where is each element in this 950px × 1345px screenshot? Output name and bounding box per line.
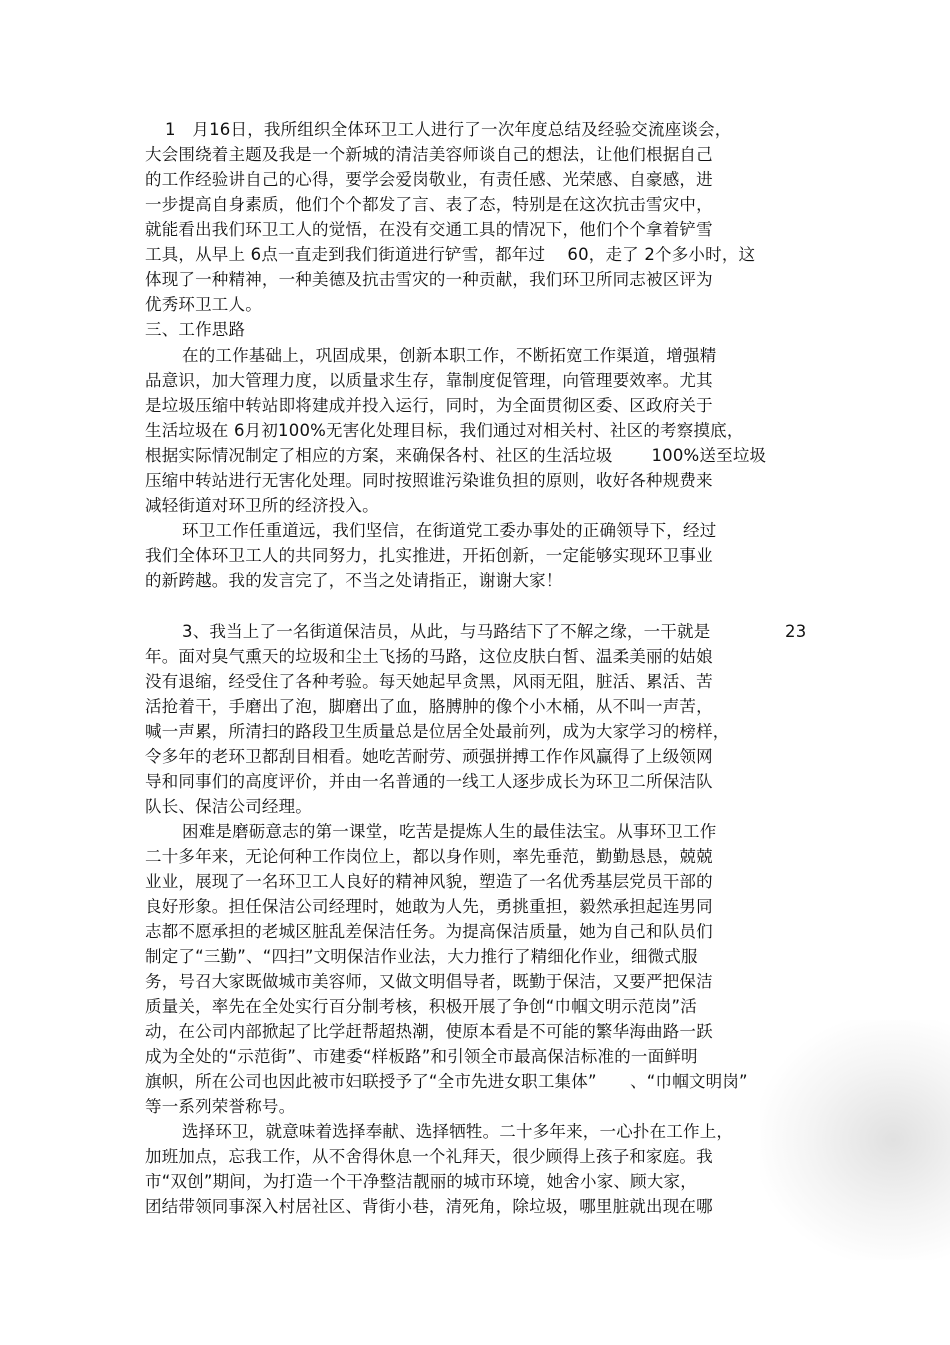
text-line: 队长、保洁公司经理。 — [145, 797, 312, 816]
text-line: 优秀环卫工人。 — [145, 295, 262, 314]
text-line: 团结带领同事深入村居社区、背街小巷，清死角，除垃圾，哪里脏就出现在哪 — [145, 1197, 713, 1216]
text-line: 品意识，加大管理力度，以质量求生存，靠制度促管理，向管理要效率。尤其 — [145, 371, 713, 390]
text-line: 环卫工作任重道远，我们坚信，在街道党工委办事处的正确领导下，经过 — [182, 521, 717, 540]
text-line: 没有退缩，经受住了各种考验。每天她起早贪黑，风雨无阻，脏活、累活、苦 — [145, 672, 713, 691]
text-line: 市“双创”期间，为打造一个干净整洁靓丽的城市环境，她舍小家、顾大家， — [145, 1172, 697, 1191]
text-line: 23 — [785, 622, 807, 641]
text-line: 是垃圾压缩中转站即将建成并投入运行，同时，为全面贯彻区委、区政府关于 — [145, 396, 713, 415]
text-line: 困难是磨砺意志的第一课堂，吃苦是提炼人生的最佳法宝。从事环卫工作 — [182, 822, 717, 841]
text-line: 良好形象。担任保洁公司经理时，她敢为人先，勇挑重担，毅然承担起连男同 — [145, 897, 713, 916]
text-line: 业业，展现了一名环卫工人良好的精神风貌，塑造了一名优秀基层党员干部的 — [145, 872, 713, 891]
text-line: 3、我当上了一名街道保洁员，从此，与马路结下了不解之缘，一干就是 — [182, 622, 711, 641]
text-line: 1 月16日，我所组织全体环卫工人进行了一次年度总结及经验交流座谈会， — [165, 120, 732, 139]
text-line: 成为全处的“示范街”、市建委“样板路”和引领全市最高保洁标准的一面鲜明 — [145, 1047, 698, 1066]
text-line: 质量关，率先在全处实行百分制考核，积极开展了争创“巾帼文明示范岗”活 — [145, 997, 697, 1016]
text-line: 加班加点，忘我工作，从不舍得休息一个礼拜天，很少顾得上孩子和家庭。我 — [145, 1147, 713, 1166]
text-line: 工具，从早上 6点一直走到我们街道进行铲雪，都年过 60，走了 2个多小时，这 — [145, 245, 756, 264]
text-line: 等一系列荣誉称号。 — [145, 1097, 296, 1116]
text-line: 活抢着干，手磨出了泡，脚磨出了血，胳膊肿的像个小木桶，从不叫一声苦， — [145, 697, 713, 716]
section-heading: 三、工作思路 — [145, 320, 246, 339]
text-line: 的工作经验讲自己的心得，要学会爱岗敬业，有责任感、光荣感、自豪感，进 — [145, 170, 713, 189]
text-line: 一步提高自身素质，他们个个都发了言、表了态，特别是在这次抗击雪灾中， — [145, 195, 713, 214]
text-line: 在的工作基础上，巩固成果，创新本职工作，不断拓宽工作渠道，增强精 — [182, 346, 717, 365]
text-line: 的新跨越。我的发言完了，不当之处请指正，谢谢大家！ — [145, 571, 563, 590]
text-line: 根据实际情况制定了相应的方案，来确保各村、社区的生活垃圾 100%送至垃圾 — [145, 446, 767, 465]
text-line: 喊一声累，所清扫的路段卫生质量总是位居全处最前列，成为大家学习的榜样， — [145, 722, 730, 741]
text-line: 年。面对臭气熏天的垃圾和尘土飞扬的马路，这位皮肤白皙、温柔美丽的姑娘 — [145, 647, 713, 666]
text-line: 大会围绕着主题及我是一个新城的清洁美容师谈自己的想法，让他们根据自己 — [145, 145, 713, 164]
text-line: 令多年的老环卫都刮目相看。她吃苦耐劳、顽强拼搏工作作风赢得了上级领网 — [145, 747, 713, 766]
text-line: 制定了“三勤”、“四扫”文明保洁作业法，大力推行了精细化作业，细微式服 — [145, 947, 698, 966]
text-line: 志都不愿承担的老城区脏乱差保洁任务。为提高保洁质量，她为自己和队员们 — [145, 922, 713, 941]
text-line: 动，在公司内部掀起了比学赶帮超热潮，使原本看是不可能的繁华海曲路一跃 — [145, 1022, 713, 1041]
text-line: 减轻街道对环卫所的经济投入。 — [145, 496, 379, 515]
text-line: 就能看出我们环卫工人的觉悟，在没有交通工具的情况下，他们个个拿着铲雪 — [145, 220, 713, 239]
text-line: 旗帜，所在公司也因此被市妇联授予了“全市先进女职工集体” 、“巾帼文明岗” — [145, 1072, 748, 1091]
text-line: 选择环卫，就意味着选择奉献、选择牺牲。二十多年来，一心扑在工作上， — [182, 1122, 734, 1141]
text-line: 务，号召大家既做城市美容师，又做文明倡导者，既勤于保洁，又要严把保洁 — [145, 972, 713, 991]
text-line: 体现了一种精神，一种美德及抗击雪灾的一种贡献，我们环卫所同志被区评为 — [145, 270, 713, 289]
text-line: 我们全体环卫工人的共同努力，扎实推进，开拓创新，一定能够实现环卫事业 — [145, 546, 713, 565]
text-line: 二十多年来，无论何种工作岗位上，都以身作则，率先垂范，勤勤恳恳，兢兢 — [145, 847, 713, 866]
text-line: 生活垃圾在 6月初100%无害化处理目标，我们通过对相关村、社区的考察摸底， — [145, 421, 744, 440]
text-line: 压缩中转站进行无害化处理。同时按照谁污染谁负担的原则，收好各种规费来 — [145, 471, 713, 490]
text-line: 导和同事们的高度评价，并由一名普通的一线工人逐步成长为环卫二所保洁队 — [145, 772, 713, 791]
